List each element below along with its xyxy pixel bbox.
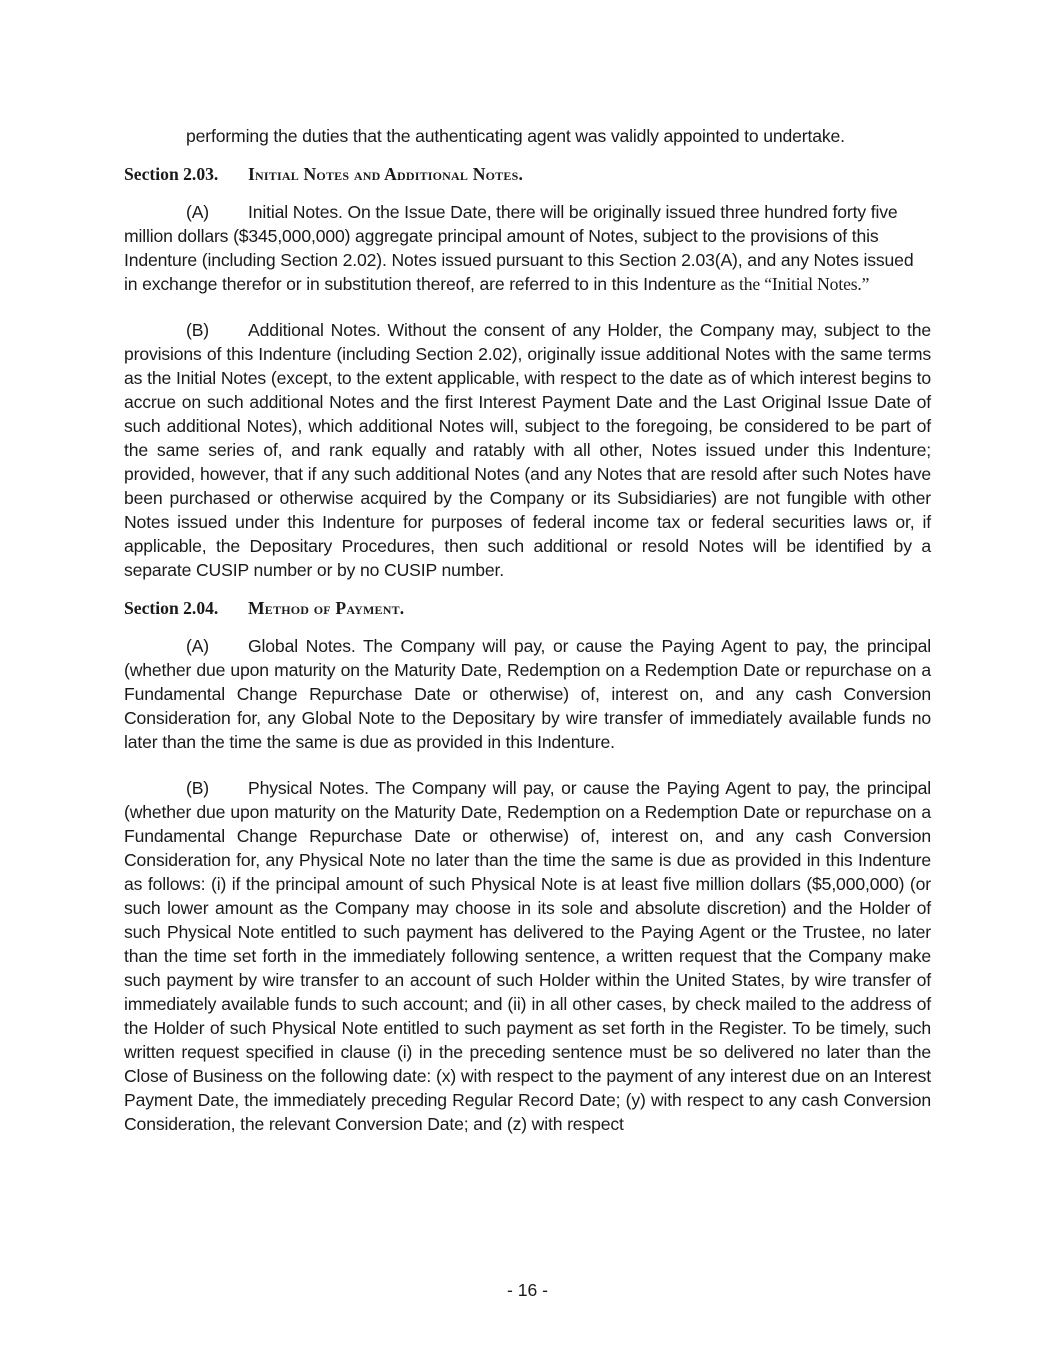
section-2-04-title: Method of Payment. [248, 598, 405, 618]
paragraph-text: Additional Notes. Without the consent of any Holder, the Company may, subject to the provisions of this Indenture (including Section 2.02), originally issue additional Notes with the same terms as the Initial Notes (except, to the extent applicable, with respect to the date as of which interest begins to accrue on such additional Notes and the first Interest Payment Date and the Last Original Issue Date of such additional Notes), which additional Notes will, subject to the foregoing, be considered to be part of the same series of, and rank equally and ratably with all other, Notes issued under this Indenture; provided, however, that if any such additional Notes (and any Notes that are resold after such Notes have been purchased or otherwise acquired by the Company or its Subsidiaries) are not fungible with other Notes issued under this Indenture for purposes of federal income tax or federal securities laws or, if applicable, the Depositary Procedures, then such additional or resold Notes will be identified by a separate CUSIP number or by no CUSIP number. [124, 320, 931, 580]
paragraph-label: (B) [186, 320, 210, 340]
paragraph-text: Initial Notes. On the Issue Date, there will be originally issued three hundred forty five million dollars ($345,000,000) aggregate principal amount of Notes, subject to the provisions of this Indenture (including Section 2.02). Notes issued pursuant to this Section 2.03(A), and any Notes issued in exchange therefor or in substitution thereof, are referred to in this Indenture [124, 202, 914, 294]
page-number: - 16 - [506, 1280, 549, 1300]
paragraph-label: (A) [186, 202, 210, 222]
paragraph-tail: as the “Initial Notes.” [716, 274, 870, 294]
section-2-04-heading [124, 596, 931, 620]
section-2-03-number: Section 2.03. [124, 164, 219, 184]
section-2-03-heading [124, 162, 931, 186]
section-2-04-paragraph-b [124, 776, 931, 1136]
section-2-03-title: Initial Notes and Additional Notes. [248, 164, 524, 184]
document-body [124, 124, 931, 1136]
paragraph-text: Global Notes. The Company will pay, or cause the Paying Agent to pay, the principal (whether due upon maturity on the Maturity Date, Redemption on a Redemption Date or repurchase on a Fundamental Change Repurchase Date or otherwise) of, interest on, and any cash Conversion Consideration for, any Global Note to the Depositary by wire transfer of immediately available funds no later than the time the same is due as provided in this Indenture. [124, 636, 931, 752]
section-2-03-paragraph-a [124, 200, 931, 296]
paragraph-label: (B) [186, 778, 210, 798]
paragraph-label: (A) [186, 636, 210, 656]
section-2-04-number: Section 2.04. [124, 598, 219, 618]
section-2-04-paragraph-a [124, 634, 931, 754]
section-2-03-paragraph-b [124, 318, 931, 582]
continuation-paragraph: performing the duties that the authenticating agent was validly appointed to undertake. [186, 126, 845, 146]
paragraph-text: Physical Notes. The Company will pay, or cause the Paying Agent to pay, the principal (whether due upon maturity on the Maturity Date, Redemption on a Redemption Date or repurchase on a Fundamental Change Repurchase Date or otherwise) of, interest on, and any cash Conversion Consideration for, any Physical Note no later than the time the same is due as provided in this Indenture as follows: (i) if the principal amount of such Physical Note is at least five million dollars ($5,000,000) (or such lower amount as the Company may choose in its sole and absolute discretion) and the Holder of such Physical Note entitled to such payment has delivered to the Paying Agent or the Trustee, no later than the time set forth in the immediately following sentence, a written request that the Company make such payment by wire transfer to an account of such Holder within the United States, by wire transfer of immediately available funds to such account; and (ii) in all other cases, by check mailed to the address of the Holder of such Physical Note entitled to such payment as set forth in the Register. To be timely, such written request specified in clause (i) in the preceding sentence must be so delivered no later than the Close of Business on the following date: (x) with respect to the payment of any interest due on an Interest Payment Date, the immediately preceding Regular Record Date; (y) with respect to any cash Conversion Consideration, the relevant Conversion Date; and (z) with respect [124, 778, 931, 1134]
